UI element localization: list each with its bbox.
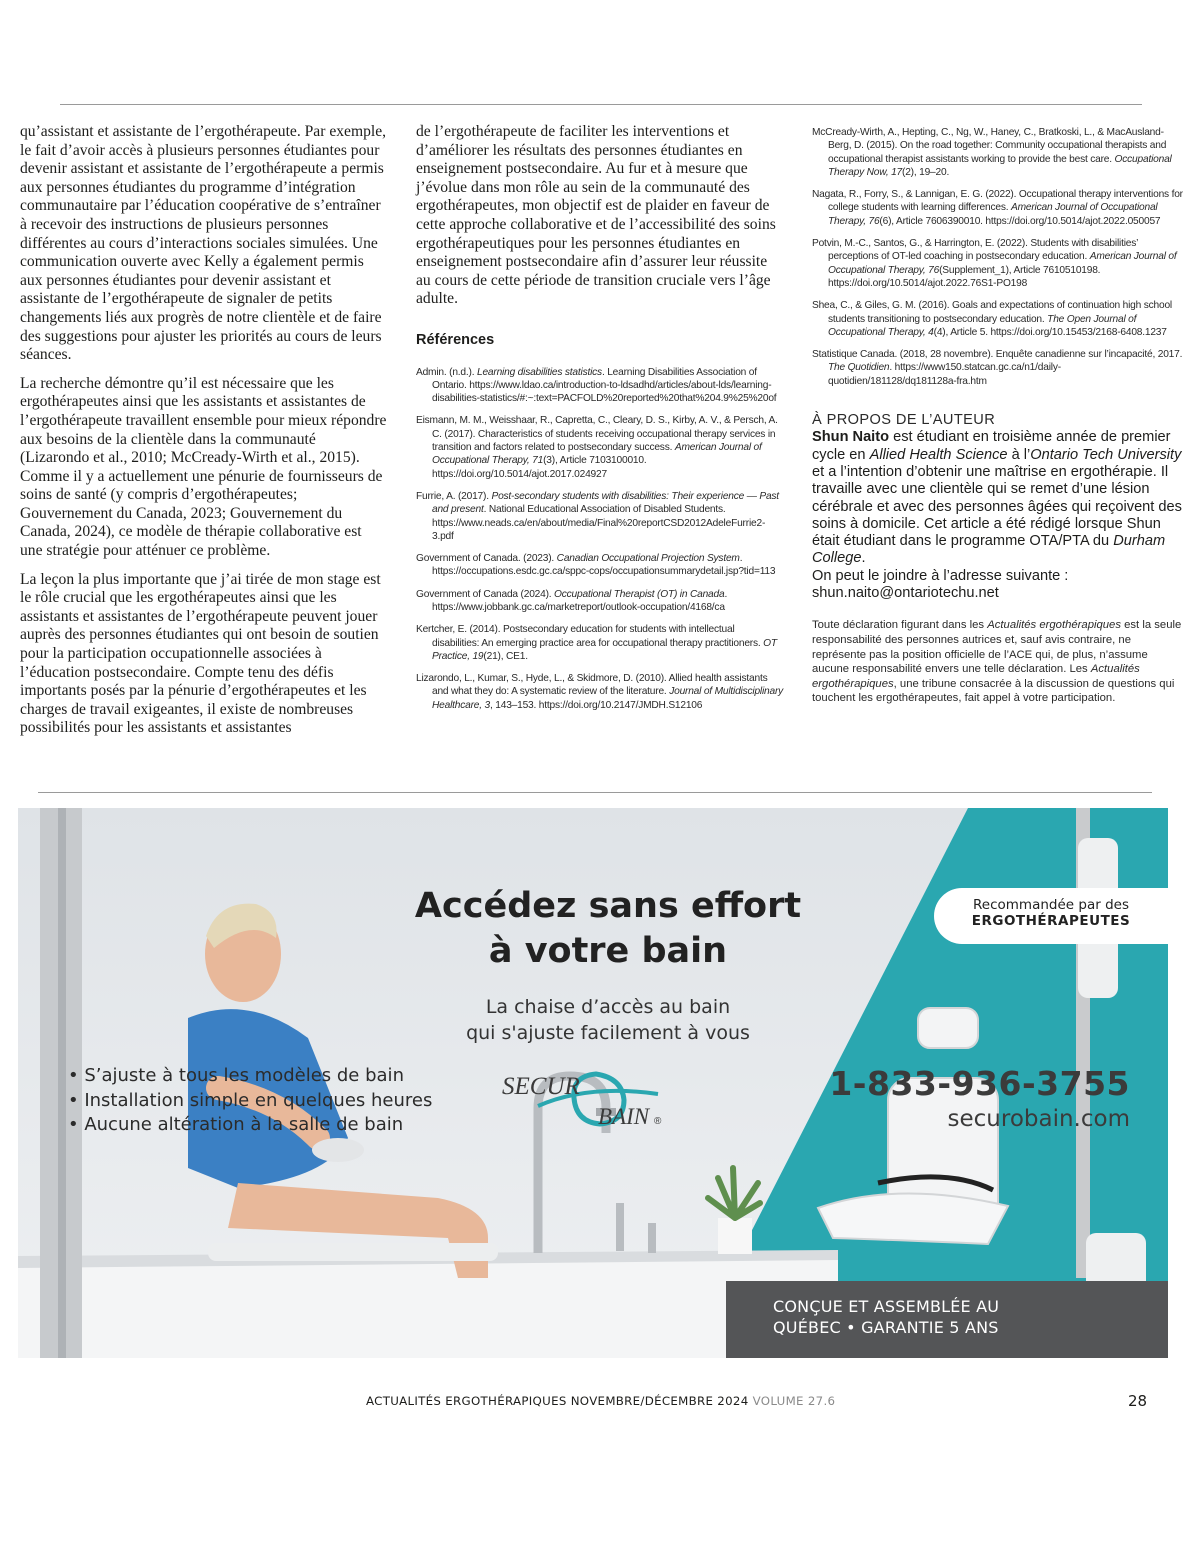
reference-item: Government of Canada. (2023). Canadian Occupational Projection System. https://occupations.esdc.gc.ca/sppc-cops/occupationsummarydetail.jsp?tid=113	[416, 553, 776, 578]
footer-publication: ACTUALITÉS ERGOTHÉRAPIQUES NOVEMBRE/DÉCEMBRE 2024 VOLUME 27.6	[366, 1394, 836, 1408]
references-list-continued	[812, 126, 1184, 388]
author-contact: On peut le joindre à l’adresse suivante :	[812, 567, 1069, 584]
svg-text:BAIN: BAIN	[598, 1104, 650, 1129]
reference-item: Government of Canada (2024). Occupational Therapist (OT) in Canada. https://www.jobbank.gc.ca/marketreport/outlook-occupation/4168/ca	[416, 588, 728, 613]
reference-item: McCready-Wirth, A., Hepting, C., Ng, W., Haney, C., Bratkoski, L., & MacAusland-Berg, D. (2015). On the road together: Community occupational therapists and occupational therapist assistants working to provide the best care. Occupational Therapy Now, 17(2), 19–20.	[812, 127, 1172, 178]
article-column-3	[812, 126, 1184, 706]
reference-item: Admin. (n.d.). Learning disabilities statistics. Learning Disabilities Association of Ontario. https://www.ldao.ca/introduction-to-ldsadhd/articles/about-lds/learning-disabilities-statistics/#:~:text=PACFOLD%20reported%20that%204.9%25%20of	[416, 366, 777, 405]
svg-text:SECUR: SECUR	[502, 1073, 580, 1100]
website-link[interactable]: securobain.com	[947, 1106, 1130, 1132]
reference-item: Kertcher, E. (2014). Postsecondary education for students with intellectual disabilities: An emerging practice area for occupational therapy practitioners. OT Practice, 19(21), CE1.	[416, 624, 777, 662]
paragraph: La recherche démontre qu’il est nécessaire que les ergothérapeutes ainsi que les assistants et assistantes de l’ergothérapeute travaillent ensemble pour mieux répondre aux besoins de la clientèle dans la communauté (Lizarondo et al., 2010; McCready-Wirth et al., 2015). Comme il y a actuellement une pénurie de fournisseurs de soins de santé (y compris d’ergothérapeutes; Gouvernement du Canada, 2023; Gouvernement du Canada, 2024), ce modèle de thérapie collaborative est une stratégie pour atténuer ce problème.	[20, 374, 387, 560]
about-author-heading: À PROPOS DE L’AUTEUR	[812, 412, 996, 429]
top-rule	[60, 104, 1142, 105]
author-email[interactable]: shun.naito@ontariotechu.net	[812, 585, 999, 602]
author-bio: Shun Naito est étudiant en troisième année de premier cycle en Allied Health Science à l’Ontario Tech University et a l’intention d’obtenir une maîtrise en ergothérapie. Il travaille avec une clientèle qui se remet d’une lésion cérébrale et avec des personnes âgées qui reçoivent des soins à domicile. Cet article a été rédigé lorsque Shun était étudiant dans le programme OTA/PTA du Durham College.	[812, 429, 1182, 567]
recommended-badge: Recommandée par des ERGOTHÉRAPEUTES	[934, 888, 1168, 944]
ad-feature-list	[68, 1064, 432, 1138]
ad-headline: Accédez sans effort à votre bain	[414, 886, 802, 971]
paragraph: La leçon la plus importante que j’ai tirée de mon stage est le rôle crucial que les ergothérapeutes ainsi que les assistants et assistantes de l’ergothérapeute peuvent jouer auprès des personnes étudiantes qui ont besoin de soutien pour la participation occupationnelle associées à l’éducation postsecondaire. Compte tenu des défis importants posés par la pénurie d’ergothérapeutes et les charges de travail exigeantes, il existe de nombreuses possibilités pour les assistants et assistantes	[20, 570, 381, 737]
made-in-quebec-band: CONÇUE ET ASSEMBLÉE AU QUÉBEC • GARANTIE 5 ANS	[726, 1281, 1168, 1358]
references-heading: Références	[416, 331, 495, 348]
reference-item: Nagata, R., Forry, S., & Lannigan, E. G. (2022). Occupational therapy interventions for college students with learning differences. American Journal of Occupational Therapy, 76(6), Article 7606390010. https://doi.org/10.5014/ajot.2022.050057	[812, 189, 1183, 227]
reference-item: Lizarondo, L., Kumar, S., Hyde, L., & Skidmore, D. (2010). Allied health assistants and what they do: A systematic review of the literature. Journal of Multidisciplinary Healthcare, 3, 143–153. https://doi.org/10.2147/JMDH.S12106	[416, 673, 784, 711]
disclaimer: Toute déclaration figurant dans les Actualités ergothérapiques est la seule responsabilité des personnes autrices et, sauf avis contraire, ne représente pas la position officielle de l’ACE qui, de plus, n’assume aucune responsabilité envers une telle déclaration. Les Actualités ergothérapiques, une tribune consacrée à la discussion de questions qui touchent les ergothérapeutes, fait appel à votre participation.	[812, 619, 1182, 705]
ad-contact	[829, 1064, 1130, 1134]
ad-subheadline: La chaise d’accès au bain qui s'ajuste facilement à vous	[466, 996, 750, 1044]
ad-top-rule	[38, 792, 1152, 793]
reference-item: Statistique Canada. (2018, 28 novembre). Enquête canadienne sur l’incapacité, 2017. The Quotidien. https://www150.statcan.gc.ca/n1/daily-quotidien/181128/dq181128a-fra.htm	[812, 349, 1183, 387]
reference-item: Eismann, M. M., Weisshaar, R., Capretta, C., Cleary, D. S., Kirby, A. V., & Persch, A. C. (2017). Characteristics of students receiving occupational therapy services in transition and factors related to postsecondary success. American Journal of Occupational Therapy, 71(3), Article 7103100010. https://doi.org/10.5014/ajot.2017.024927	[416, 415, 778, 480]
article-column-2	[416, 123, 784, 721]
svg-text:®: ®	[654, 1116, 662, 1127]
reference-item: Furrie, A. (2017). Post-secondary students with disabilities: Their experience — Past and present. National Educational Association of Disabled Students. https://www.neads.ca/en/about/media/Final%20reportCSD2012AdeleFurrie2-3.pdf	[416, 490, 779, 542]
phone-number[interactable]: 1-833-936-3755	[829, 1064, 1130, 1103]
paragraph: qu’assistant et assistante de l’ergothérapeute. Par exemple, le fait d’avoir accès à plusieurs personnes étudiantes pour devenir assistant et assistante de l’ergothérapeute a permis aux personnes étudiantes du programme d’intégration communautaire par l’éducation coopérative de s’entraîner à recevoir des instructions de plusieurs personnes différentes au cours d’interactions sociales simulées. Une communication ouverte avec Kelly a également permis aux personnes étudiantes pour devenir assistant et assistante de l’ergothérapeute de signaler de petits changements liés aux progrès de notre clientèle et de faire des suggestions pour ajuster les priorités au cours de leurs séances.	[20, 123, 387, 364]
list-item: • Installation simple en quelques heures	[68, 1089, 433, 1111]
list-item: • Aucune altération à la salle de bain	[68, 1114, 404, 1135]
author-name: Shun Naito	[812, 429, 890, 446]
references-list	[416, 366, 784, 713]
reference-item: Potvin, M.-C., Santos, G., & Harrington, E. (2022). Students with disabilities’ perceptions of OT-led coaching in postsecondary education. American Journal of Occupational Therapy, 76(Supplement_1), Article 7610510198. https://doi.org/10.5014/ajot.2022.76S1-PO198	[812, 238, 1177, 289]
page-number: 28	[1128, 1392, 1148, 1410]
list-item: • S’ajuste à tous les modèles de bain	[68, 1065, 404, 1086]
paragraph: de l’ergothérapeute de faciliter les interventions et d’améliorer les résultats des personnes étudiantes en enseignement postsecondaire. Au fur et à mesure que j’évolue dans mon rôle au sein de la communauté des ergothérapeutes, mon objectif est de plaider en faveur de cette approche collaborative et de l’accessibilité des soins ergothérapeutiques pour les personnes étudiantes en enseignement postsecondaire afin d’assurer leur réussite au cours de cette période de transition cruciale vers l’âge adulte.	[416, 123, 776, 308]
article-column-1	[20, 123, 388, 748]
reference-item: Shea, C., & Giles, G. M. (2016). Goals and expectations of continuation high school students transitioning to postsecondary education. The Open Journal of Occupational Therapy, 4(4), Article 5. https://doi.org/10.15453/2168-6408.1237	[812, 300, 1172, 338]
securobain-logo[interactable]	[498, 1064, 668, 1134]
about-author	[812, 412, 1184, 602]
